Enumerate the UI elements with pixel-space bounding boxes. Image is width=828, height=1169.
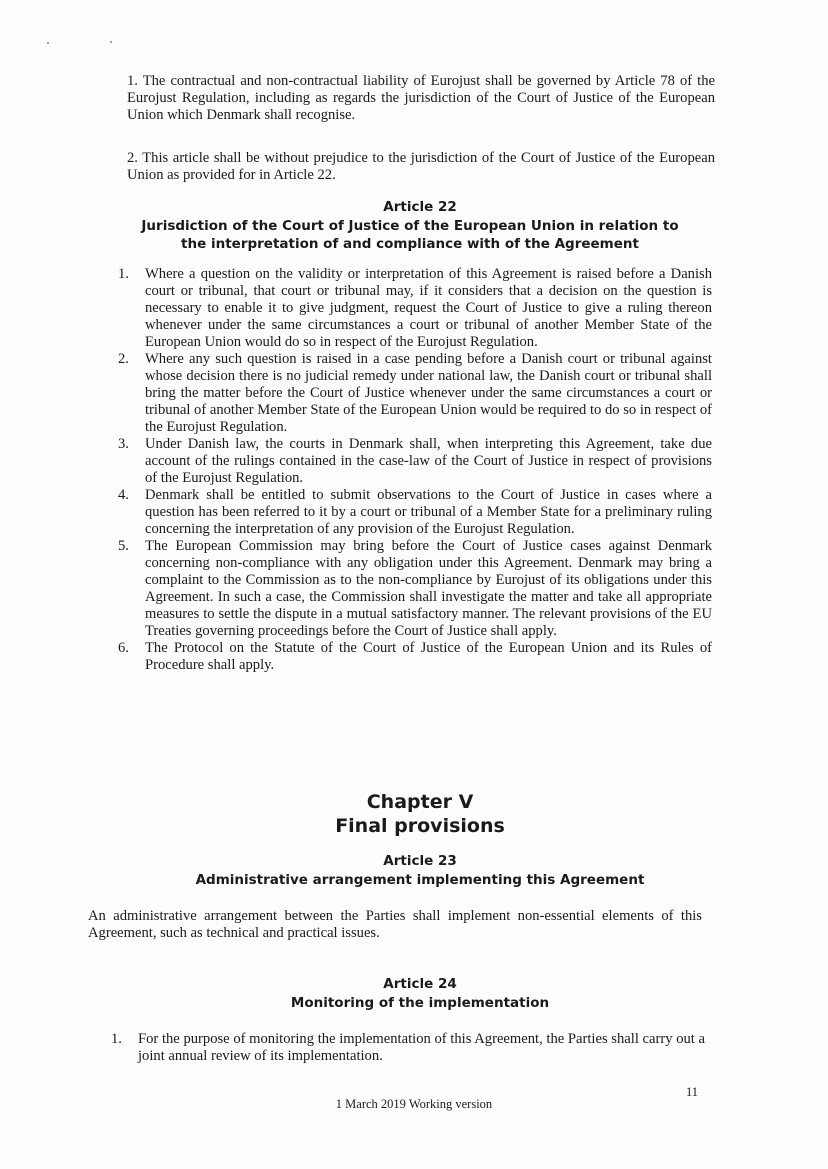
list-item-text: For the purpose of monitoring the implementation of this Agreement, the Parties shall carry out a joint annual review of its implementation. <box>138 1031 705 1064</box>
list-item <box>105 1031 705 1065</box>
list-item-number: 1. <box>111 1031 122 1047</box>
chapter-title: Final provisions <box>335 815 505 837</box>
scan-speck <box>110 41 112 43</box>
list-item-number: 3. <box>118 436 129 452</box>
list-item-number: 6. <box>118 640 129 656</box>
intro-paragraph-2: 2. This article shall be without prejudice to the jurisdiction of the Court of Justice of the European Union as provided for in Article 22. <box>127 150 715 183</box>
list-item-number: 1. <box>118 266 129 282</box>
page-number: 11 <box>686 1085 699 1099</box>
list-item-text: Denmark shall be entitled to submit observations to the Court of Justice in cases where a question has been referred to it by a court or tribunal of a Member State for a preliminary ruling concerning the interpretation of any provision of the Eurojust Regulation. <box>145 487 712 537</box>
list-item-text: Where any such question is raised in a case pending before a Danish court or tribunal against whose decision there is no judicial remedy under national law, the Danish court or tribunal shall bring the matter before the Court of Justice whenever under the same circumstances a court or tribunal of another Member State of the European Union would be required to do so in respect of the Eurojust Regulation. <box>145 351 712 435</box>
list-item-number: 4. <box>118 487 129 503</box>
list-item-text: The Protocol on the Statute of the Court of Justice of the European Union and its Rules of Procedure shall apply. <box>145 640 712 673</box>
list-item-number: 2. <box>118 351 129 367</box>
footer-version: 1 March 2019 Working version <box>335 1097 493 1111</box>
list-item <box>112 351 712 436</box>
list-item <box>112 436 712 487</box>
list-item <box>112 487 712 538</box>
article-24-number: Article 24 <box>383 976 457 992</box>
list-item-number: 5. <box>118 538 129 554</box>
list-item <box>112 538 712 640</box>
article-22-title: Jurisdiction of the Court of Justice of the European Union in relation to the interpretation of and compliance with of the Agreement <box>141 218 679 252</box>
list-item <box>112 266 712 351</box>
list-item-text: Where a question on the validity or interpretation of this Agreement is raised before a Danish court or tribunal, that court or tribunal may, if it considers that a decision on the question is necessary to enable it to give judgment, request the Court of Justice to give a ruling thereon whenever under the same circumstances a court or tribunal of another Member State of the European Union would do so in respect of the Eurojust Regulation. <box>145 266 712 350</box>
article-24-title: Monitoring of the implementation <box>290 995 550 1011</box>
article-23-number: Article 23 <box>383 853 457 869</box>
article-23-title: Administrative arrangement implementing this Agreement <box>195 872 645 888</box>
article-23-paragraph: An administrative arrangement between the Parties shall implement non-essential elements of this Agreement, such as technical and practical issues. <box>88 908 702 941</box>
list-item-text: Under Danish law, the courts in Denmark shall, when interpreting this Agreement, take due account of the rulings contained in the case-law of the Court of Justice in respect of provisions of the Eurojust Regulation. <box>145 436 712 486</box>
article-22-number: Article 22 <box>383 199 457 215</box>
scan-speck <box>47 42 49 44</box>
list-item-text: The European Commission may bring before the Court of Justice cases against Denmark concerning non-compliance with any obligation under this Agreement. Denmark may bring a complaint to the Commission as to the non-compliance by Eurojust of its obligations under this Agreement. In such a case, the Commission shall investigate the matter and take all appropriate measures to settle the dispute in a mutual satisfactory manner. The relevant provisions of the EU Treaties governing proceedings before the Court of Justice shall apply. <box>145 538 712 639</box>
article-22-list <box>112 266 712 674</box>
article-24-list <box>105 1031 705 1065</box>
intro-paragraph-1: 1. The contractual and non-contractual liability of Eurojust shall be governed by Article 78 of the Eurojust Regulation, including as regards the jurisdiction of the Court of Justice of the European Union which Denmark shall recognise. <box>127 73 715 123</box>
list-item <box>112 640 712 674</box>
chapter-number: Chapter V <box>366 791 474 813</box>
